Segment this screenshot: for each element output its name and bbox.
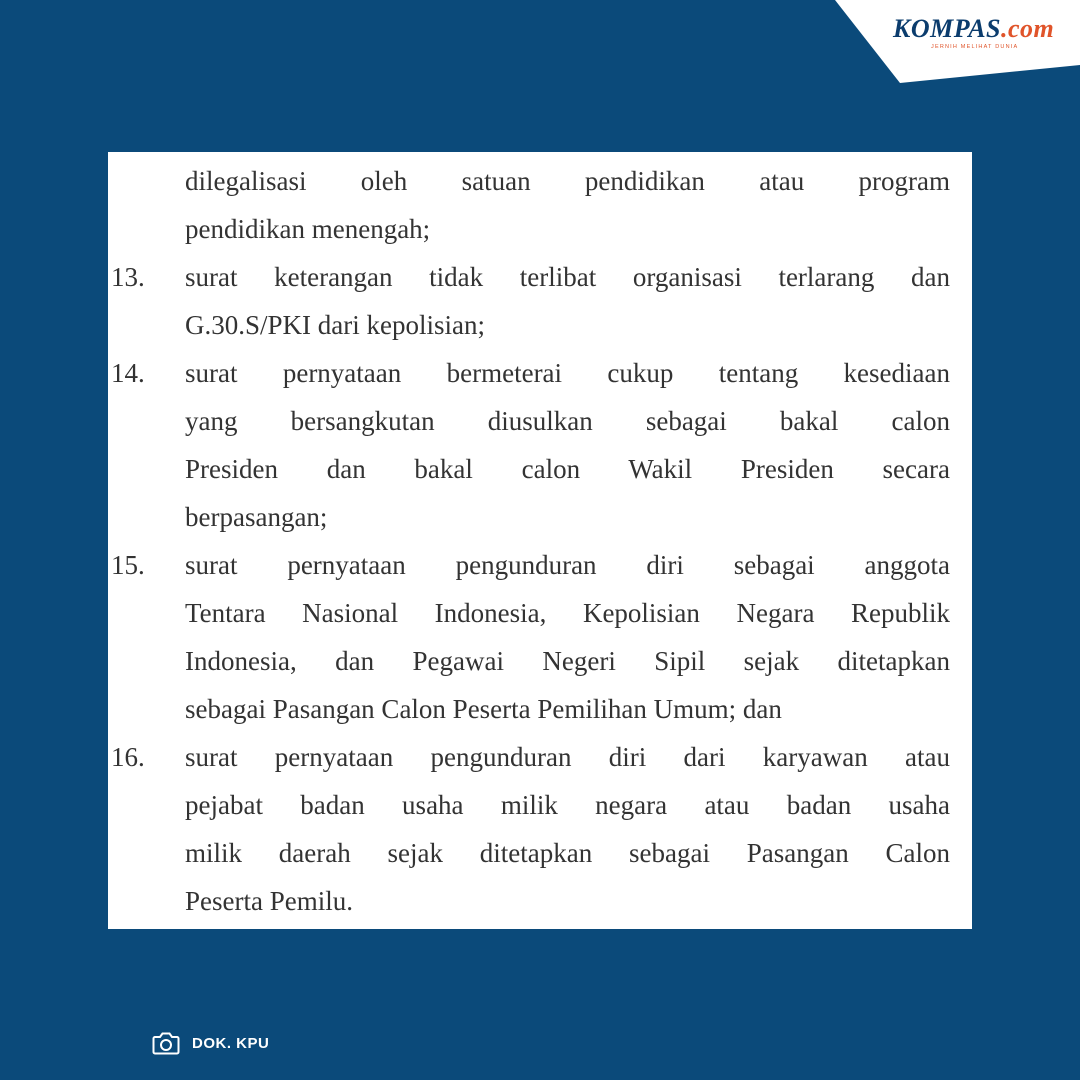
line-text: dilegalisasi oleh satuan pendidikan atau program	[185, 166, 950, 196]
document-line	[108, 685, 972, 733]
logo-tagline: JERNIH MELIHAT DUNIA	[931, 44, 1019, 50]
line-text: pejabat badan usaha milik negara atau badan usaha	[185, 790, 950, 820]
document-line	[108, 541, 972, 589]
list-item-number: 14.	[111, 358, 145, 388]
line-text: Presiden dan bakal calon Wakil Presiden secara	[185, 454, 950, 484]
document-line	[108, 589, 972, 637]
document-line	[108, 733, 972, 781]
document-line	[108, 493, 972, 541]
line-text: surat pernyataan pengunduran diri dari karyawan atau	[185, 742, 950, 772]
document-line	[108, 349, 972, 397]
kompas-logo-banner	[835, 0, 1080, 83]
line-text: berpasangan;	[185, 502, 328, 532]
kompas-logo	[893, 14, 1054, 44]
document-line	[108, 637, 972, 685]
list-item-number: 13.	[111, 262, 145, 292]
line-text: surat pernyataan bermeterai cukup tentang kesediaan	[185, 358, 950, 388]
photo-caption	[152, 1028, 269, 1058]
line-text: yang bersangkutan diusulkan sebagai bakal calon	[185, 406, 950, 436]
document-line	[108, 301, 972, 349]
camera-icon	[152, 1030, 180, 1056]
line-text: milik daerah sejak ditetapkan sebagai Pasangan Calon	[185, 838, 950, 868]
line-text: Tentara Nasional Indonesia, Kepolisian Negara Republik	[185, 598, 950, 628]
caption-text: DOK. KPU	[192, 1034, 270, 1052]
document-line	[108, 397, 972, 445]
logo-suffix: .com	[1001, 14, 1055, 43]
line-text: sebagai Pasangan Calon Peserta Pemilihan Umum; dan	[185, 694, 782, 724]
document-line	[108, 253, 972, 301]
line-text: pendidikan menengah;	[185, 214, 431, 244]
line-text: Peserta Pemilu.	[185, 886, 353, 916]
line-text: G.30.S/PKI dari kepolisian;	[185, 310, 485, 340]
line-text: Indonesia, dan Pegawai Negeri Sipil sejak ditetapkan	[185, 646, 950, 676]
document-line	[108, 157, 972, 205]
logo-brand: KOMPAS	[893, 14, 1001, 43]
document-line	[108, 877, 972, 925]
document-scan	[108, 152, 972, 929]
document-line	[108, 781, 972, 829]
list-item-number: 16.	[111, 742, 145, 772]
line-text: surat keterangan tidak terlibat organisasi terlarang dan	[185, 262, 950, 292]
document-line	[108, 445, 972, 493]
document-line	[108, 829, 972, 877]
document-line	[108, 205, 972, 253]
line-text: surat pernyataan pengunduran diri sebagai anggota	[185, 550, 950, 580]
list-item-number: 15.	[111, 550, 145, 580]
